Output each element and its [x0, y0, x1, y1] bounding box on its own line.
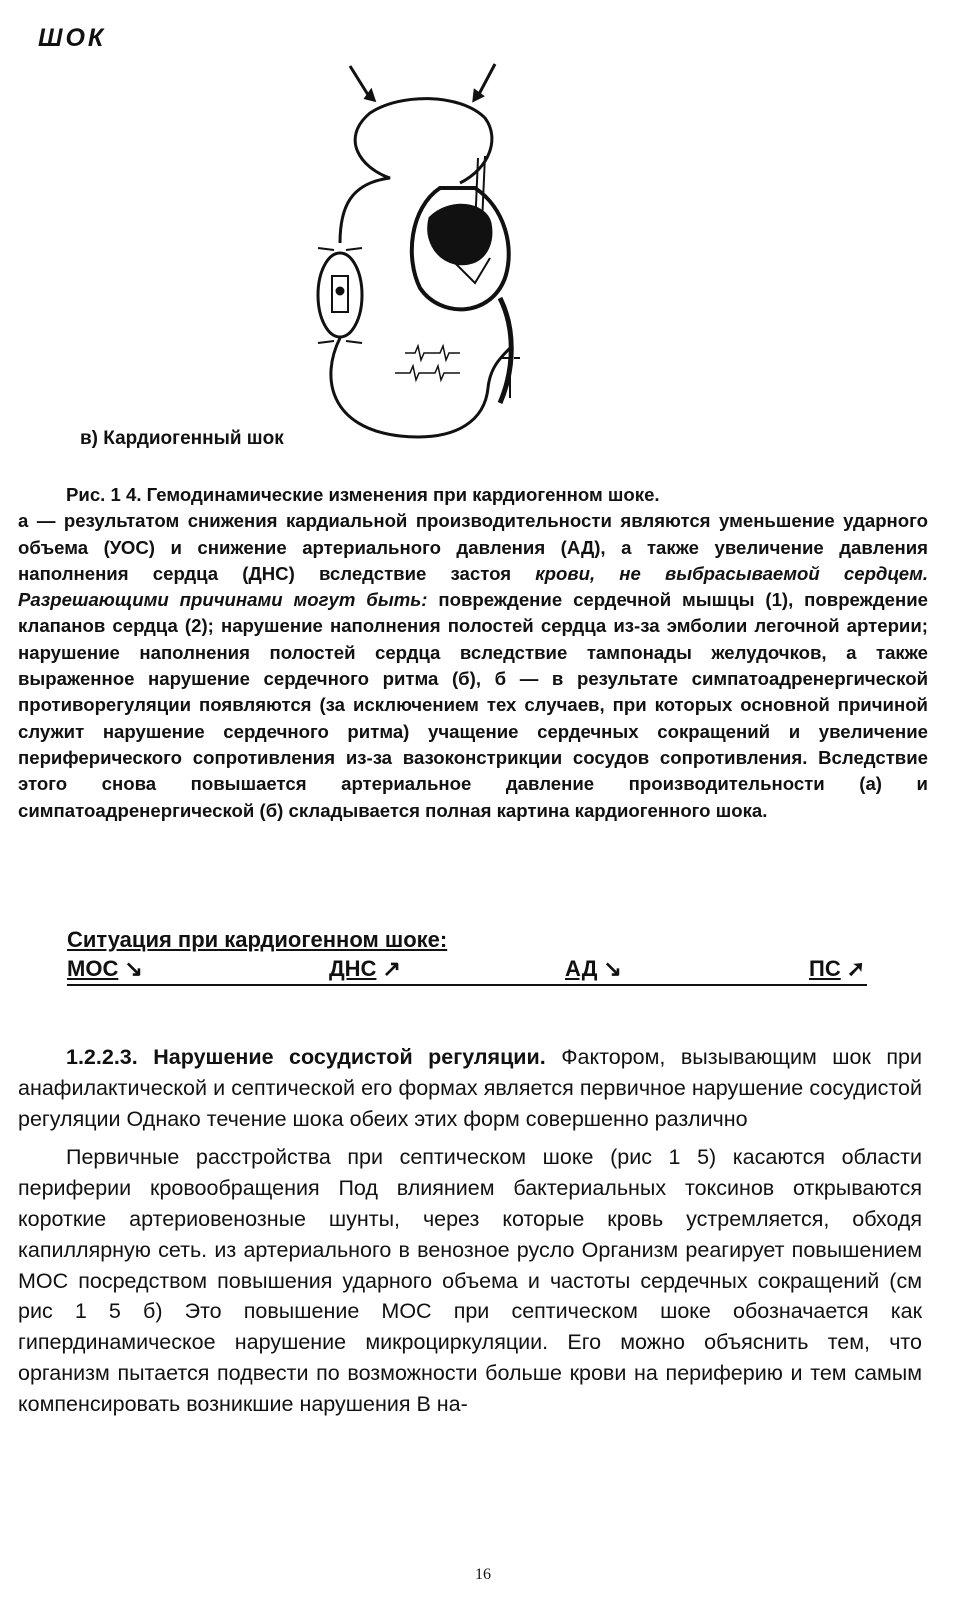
situation-row [67, 954, 867, 986]
decrease-arrow-icon: ↘ [603, 956, 622, 981]
section-title: Нарушение сосудистой регуляции. [153, 1045, 546, 1069]
paragraph-2: Первичные расстройства при септическом шоке (рис 1 5) касаются области периферии кровообращения Под влиянием бактериальных токсинов открываются короткие артериовенозные шунты, через которые кровь устремляется, обходя капиллярную сеть. из артериального в венозное русло Организм реагирует повышением МОС посредством повышения ударного объема и частоты сердечных сокращений (см рис 1 5 б) Это повышение МОС при септическом шоке обозначается как гипердинамическое нарушение микроциркуляции. Его можно объяснить тем, что организм пытается подвести по возможности больше крови на периферию и тем самым компенсировать возникшие нарушения В на- [18, 1145, 922, 1416]
inflow-arrow-left [350, 66, 370, 98]
figure-caption [18, 482, 928, 824]
page-number: 16 [475, 1566, 491, 1583]
heart-chamber [429, 205, 491, 264]
increase-arrow-icon: ➚ [846, 956, 866, 981]
inflow-arrow-right [478, 64, 495, 96]
caption-text [18, 508, 928, 824]
section-number: 1.2.2.3. [66, 1045, 138, 1069]
figure-sublabel: в) Кардиогенный шок [80, 428, 284, 449]
body-text [18, 1042, 922, 1428]
running-head: ШОК [38, 24, 107, 52]
caption-part2: повреждение сердечной мышцы (1), повреждение клапанов сердца (2); нарушение наполнения полостей сердца из-за эмболии легочной артерии; нарушение наполнения полостей сердца вследствие тампонады желудочков, а также выраженное нарушение сердечного ритма (б), б — в результате симпатоадренергической противорегуляции появляются (за исключением тех случаев, при которых основной причиной служит нарушение сердечного ритма) учащение сердечных сокращений и увеличение периферического сопротивления из-за вазоконстрикции сосудов сопротивления. Вследствие этого снова повышается артериальное давление производительности (а) и симпатоадренергической (б) складывается полная картина кардиогенного шока. [18, 589, 928, 821]
situation-item-mos: МОС ↘ [67, 954, 143, 984]
caption-title: Рис. 1 4. Гемодинамические изменения при кардиогенном шоке. [66, 484, 660, 505]
situation-item-ps: ПС ➚ [809, 954, 865, 984]
situation-item-dns: ДНС ↗ [329, 954, 401, 984]
cardiogenic-shock-diagram [300, 58, 560, 458]
situation-title: Ситуация при кардиогенном шоке: [67, 927, 448, 952]
increase-arrow-icon: ↗ [382, 956, 401, 981]
caption-part1: а — результатом снижения кардиальной производительности являются уменьшение ударного объема (УОС) и снижение артериального давления (АД), а также увеличение давления наполнения сердца (ДНС) вследствие застоя [18, 510, 928, 584]
situation-item-ad: АД ↘ [565, 954, 622, 984]
caption-italic: крови, не выбрасываемой сердцем. Разрешающими причинами могут быть: [18, 562, 928, 611]
ecg-trace [405, 346, 460, 360]
systemic-loop [331, 338, 510, 437]
decrease-arrow-icon: ↘ [124, 956, 143, 981]
situation-summary [67, 926, 867, 986]
paragraph-1 [18, 1042, 922, 1134]
paragraph-1-text: Фактором, вызывающим шок при анафилактической и септической его формах является первичное нарушение сосудистой регуляции Однако течение шока обеих этих форм совершенно различно [18, 1045, 922, 1131]
